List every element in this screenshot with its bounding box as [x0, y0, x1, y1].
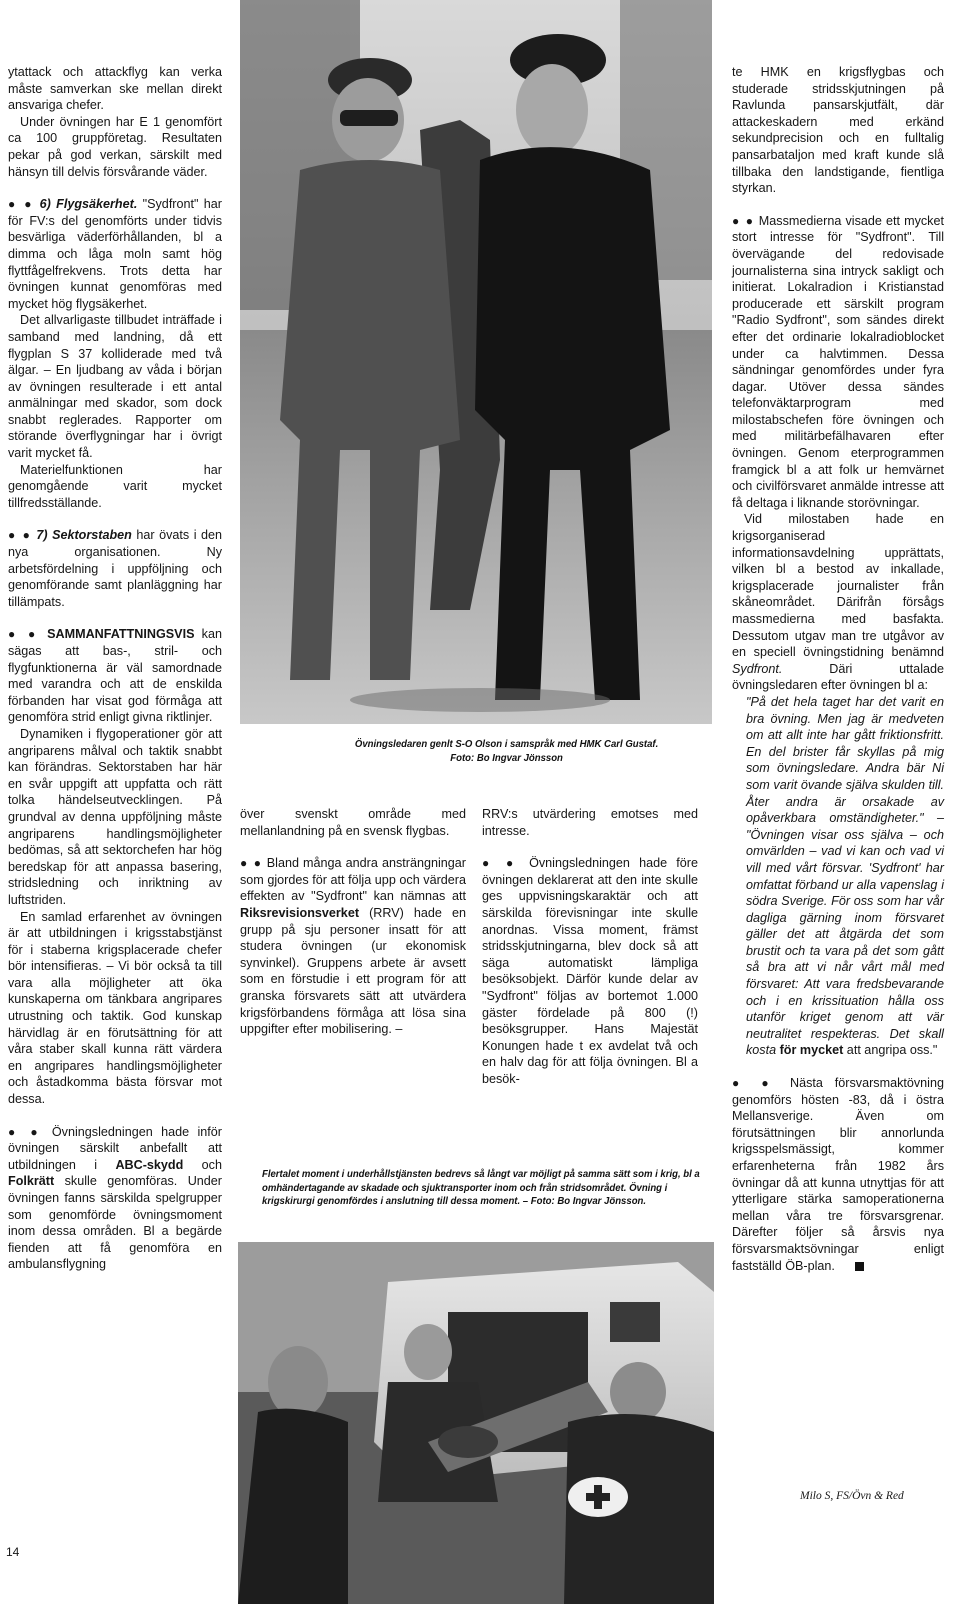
photo-caption-bottom: Flertalet moment i underhållstjänsten bedrevs så långt var möjligt på samma sätt som i krig, bl a omhändertagande av skadade och sjuktransporter inom och från stridsområdet. Övning i krigskirurgi genomfördes i anslutning till dessa moment. – Foto: Bo Ingvar Jönsson. [262, 1169, 700, 1207]
bullet-icon: ● ● [240, 856, 263, 871]
section-6-paragraph [8, 196, 222, 312]
rrv-paragraph [240, 855, 466, 1038]
paragraph: En samlad erfarenhet av övningen är att utbildningen i krigsstabstjänst för i staberna krigsplacerade chefer bör intensifieras. – Vi bör också ta till vara alla möjligheter att öka kunskaperna om tänkbara angripares utrustning och taktik. God kunskap härvidlag är en förutsättning för att våra staber skall kunna rätt värdera en angripares handlingsmöjligheter och åstadkomma bästa försvar mot dessa. [8, 909, 222, 1107]
paragraph: ytattack och attackflyg kan verka måste samverkan ske mellan direkt ansvariga chefer. [8, 65, 222, 113]
bold-term: ABC-skydd [115, 1157, 184, 1172]
quote-text: "På det hela taget har det varit en bra övning. Men jag är medveten om att allt inte har gått friktionsfritt. En del brister får skyllas på mig som övningsledare. Andra bär Ni som varit övande själva skulden till. Åter andra är orsakade av opåverkbara omständigheter." [746, 694, 944, 826]
bullet-icon: ● ● [8, 528, 32, 543]
text-run: (RRV) hade en grupp på sju personer insatt för att studera övningen (ur ekonomisk synvinkel). Gruppens arbete är avsett som en förstudie i ett program för att granska försvarets sätt att utvärdera krigsförbandens förmåga att lösa sina uppgifter efter mobilisering. – [240, 905, 466, 1037]
training-paragraph [8, 1124, 222, 1273]
text-run: Övningsledningen hade före övningen deklarerat att den inte skulle ges uppvisningskaraktär och att särskilda förevisningar inte skulle anordnas. Vissa moment, främst stridsskjutningarna, blev dock så att säga automatiskt lämpliga besöksobjekt. Därför kunde delar av "Sydfront" följas av bortemot 1.000 gäster fördelade på 800 (!) besöksgrupper. Hans Majestät Konungen hade t ex avdelat två och en halv dag för att följa övningen. Bl a besök- [482, 856, 698, 1086]
section-heading: 7) Sektorstaben [36, 528, 132, 543]
section-text: har övats i den nya organisationen. Ny arbetsfördelning i uppföljning och genomförande samt planläggning har tillämpats. [8, 528, 223, 609]
section-heading: 6) Flygsäkerhet. [39, 197, 138, 212]
section-text: kan sägas att bas-, stril- och flygfunktionerna är väl samordnade med varandra och att de enskilda förbanden har visat god förmåga att genomföra strid enligt givna riktlinjer. [8, 627, 222, 725]
text-run: Nästa försvarsmaktövning genomförs hösten -83, då i östra Mellansverige. Även om förutsättningen blir annorlunda krigsspelsmässigt, kommer erfarenheterna från 1982 års övningar då att kunna utnyttjas för att ytterligare stärka samoperationerna mellan våra tre försvarsgrenar. Därefter följer så årsvis nya försvarsmaktsövningar enligt fastställd ÖB-plan. [732, 1076, 944, 1273]
section-7-paragraph [8, 527, 222, 610]
bullet-icon: ● ● [8, 627, 40, 642]
summary-paragraph [8, 626, 222, 726]
paragraph: Materielfunktionen har genomgående varit mycket tillfredsställande. [8, 462, 222, 510]
quote-text: – "Övningen visar oss själva – och omvärlden – vad vi kan och vad vi vill med vårt försvar. 'Sydfront' har omfattat förband ur alla vapenslag i södra Sverige. För oss som har vår dagliga gärning inom försvaret gäller det att åtgärda det som brustit och ta vara på det som gått så bra att vi når vårt mål med försvaret: Att vara fredsbevarande och i en krissituation hålla oss utanför kriget genom att vär neutralitet respekteras. Det skall kosta [746, 811, 944, 1058]
section-text: "Sydfront" har för FV:s del genomförts under tidvis besvärliga väderförhållanden, bl a dimma och låga moln samt hög flyttfågelfrekvens. Trots detta har övningen kunnat genomföras med mycket hög flygsäkerhet. [8, 197, 222, 311]
page-number: 14 [6, 1545, 20, 1559]
bullet-icon: ● ● [482, 856, 520, 871]
bold-term: för mycket [779, 1043, 844, 1058]
text-run: Massmedierna visade ett mycket stort intresse för "Sydfront". Till övervägande del redovisade journalisterna sina intryck sakligt och initierat. Lokalradion i Kristianstad producerade ett särskilt program "Radio Sydfront", som sändes direkt efter det ordinarie lokalradioblocket under ca halvtimmen. Dessa sändningar genomfördes under fyra dagar. Utöver dessa sändes telefonväktarprogram med milostabschefen före övningen och med militärbefälhavaren efter övningen. Genom eterprogrammen framgick bl a att folk ur hemvärnet och civilförsvaret anmälde intresse att få deltaga i liknande storövningar. [732, 213, 944, 510]
paragraph: te HMK en krigsflygbas och studerade stridsskjutningen på Ravlunda pansarskjutfält, där attackeskadern med erkänd sekundprecision och en fulltalig pansarbataljon med kraft kunde slå tillbaka den landstigande, fientliga styrkan. [732, 65, 944, 196]
paragraph: Dynamiken i flygoperationer gör att angriparens målval och taktik snabbt kan förändras. Sektorstaben har här en svår uppgift att uppfatta och rätt tolka händelseutvecklingen. På grundval av denna uppföljning måste angriparens handlingsmöjligheter bedömas, så att sektorchefen har hög beredskap för att anpassa basering, stridsledning och inriktning av luftstriden. [8, 726, 222, 907]
next-exercise-paragraph [732, 1075, 944, 1274]
photo-caption-top [318, 738, 695, 765]
media-paragraph [732, 213, 944, 512]
paragraph: Det allvarligaste tillbudet inträffade i samband med landning, då ett flygplan S 37 kolliderade med två älgar. – En ljudbang av våda i början av övningen resulterade i ett antal anmälningar med skador, som dock snabbt reglerades. Rapporter om störande överflygningar har i övrigt varit mycket få. [8, 313, 222, 461]
end-mark-icon [855, 1262, 864, 1271]
photo-officers-walking [240, 0, 712, 724]
text-run: Däri uttalade övningsledaren efter övningen bl a: [732, 661, 944, 693]
publication-name: Sydfront. [732, 661, 783, 676]
paragraph: över svenskt område med mellanlandning på en svensk flygbas. [240, 807, 466, 838]
text-run: Bland många andra ansträngningar som gjordes för att följa upp och värdera effekten av "Sydfront" kan nämnas att [240, 856, 466, 904]
bold-term: Folkrätt [8, 1174, 55, 1189]
quote-text: att angripa oss." [843, 1043, 938, 1058]
visit-paragraph [482, 855, 698, 1087]
column-1 [8, 64, 222, 1273]
bullet-icon: ● ● [8, 1124, 44, 1139]
bullet-icon: ● ● [8, 197, 35, 212]
bullet-icon: ● ● [732, 1076, 779, 1091]
text-run: och [183, 1157, 222, 1172]
section-heading: SAMMANFATTNINGSVIS [47, 627, 195, 642]
photo-illustration [238, 1242, 714, 1604]
bullet-icon: ● ● [732, 213, 755, 228]
text-run: skulle genomföras. Under övningen fanns särskilda spelgrupper som genomförde övningsmoment inom dessa områden. Bl a begärde fienden att få genomföra en ambulansflygning [8, 1174, 222, 1272]
photo-illustration [240, 0, 712, 724]
bold-term: Riksrevisionsverket [240, 905, 360, 920]
paragraph: Under övningen har E 1 genomfört ca 100 gruppföretag. Resultaten pekar på god verkan, särskilt med hänsyn till delvis försvårande väder. [8, 114, 222, 179]
caption-line: Övningsledaren genlt S-O Olson i samspråk med HMK Carl Gustaf. [354, 739, 659, 750]
column-2 [240, 806, 466, 1038]
photo-ambulance-stretcher [238, 1242, 714, 1604]
text-run: Övningsledningen hade inför övningen särskilt anbefallt att utbildningen i [8, 1124, 222, 1172]
paragraph: RRV:s utvärdering emotses med intresse. [482, 807, 698, 838]
column-3 [482, 806, 698, 1088]
quote-block [732, 694, 944, 1059]
signature: Milo S, FS/Övn & Red [800, 1490, 904, 1502]
paragraph [732, 511, 944, 694]
column-4 [732, 64, 944, 1274]
caption-credit: Foto: Bo Ingvar Jönsson [450, 752, 563, 764]
text-run: Vid milostaben hade en krigsorganiserad informationsavdelning upprättats, vilken bl a bestod av inkallade, krigsplacerade journalister från skåneområdet. Därifrån försågs massmedierna med basfakta. Dessutom utgav man tre utgåvor av en speciell övningstidning benämnd [732, 512, 944, 660]
